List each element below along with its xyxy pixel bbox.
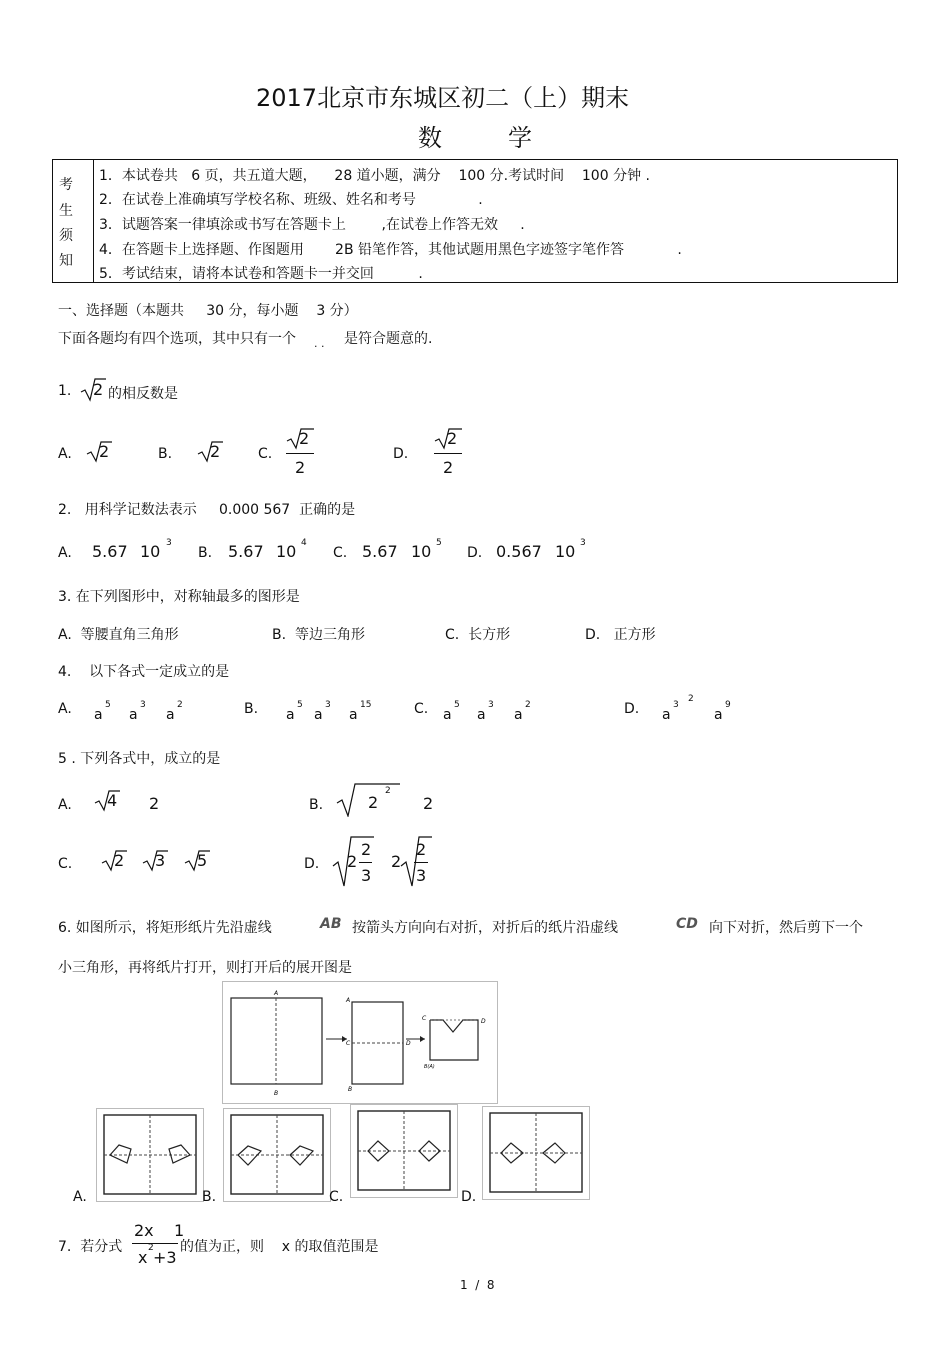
- q2-b-exp: 4: [301, 538, 307, 548]
- notice-item-1: 1．本试卷共 6 页，共五道大题， 28 道小题，满分 100 分.考试时间 100 分钟 .: [99, 168, 650, 184]
- q6-option-d-diagram: [483, 1107, 589, 1199]
- q2-option-b-label: B.: [198, 545, 213, 561]
- q4-a-term3: a: [166, 707, 175, 723]
- q2-option-d-label: D.: [467, 545, 483, 561]
- q4-c-exp3: 2: [525, 700, 531, 710]
- q4-option-d-label: D.: [624, 701, 640, 717]
- q5-d-num-1: 2: [361, 840, 372, 859]
- q2-c-base: 10: [411, 542, 432, 561]
- q6-folding-figure: [222, 981, 498, 1104]
- q4-c-term1: a: [443, 707, 452, 723]
- q1-text: 的相反数是: [108, 386, 178, 402]
- q6-option-c-figure: [350, 1104, 458, 1198]
- q5-c-radicand-1: 2: [114, 851, 125, 870]
- q4-b-term2: a: [314, 707, 323, 723]
- q7-den-exp: 2: [148, 1243, 154, 1253]
- q4-a-exp2: 3: [140, 700, 146, 710]
- fig-label-b2: B: [348, 1086, 353, 1093]
- subject-char-1: 数: [418, 124, 442, 152]
- section-heading: 一、选择题（本题共 30 分，每小题 3 分）: [58, 303, 358, 319]
- q6-option-d-label: D.: [461, 1189, 477, 1205]
- q5-a-radicand: 4: [107, 791, 118, 810]
- fig-label-d3: D: [481, 1018, 486, 1025]
- q2-b-coef: 5.67: [228, 542, 264, 561]
- notice-item-2: 2．在试卷上准确填写学校名称、班级、姓名和考号 .: [99, 192, 483, 208]
- q2-option-a-label: A.: [58, 545, 72, 561]
- q1-d-numerator: 2: [447, 429, 458, 448]
- fig-label-d2: D: [406, 1040, 411, 1047]
- q4-text: 4. 以下各式一定成立的是: [58, 664, 230, 680]
- q1-b-value: 2: [210, 442, 221, 461]
- q5-b-exp: 2: [385, 786, 391, 796]
- q5-d-coef-2: 2: [391, 852, 402, 871]
- q3-option-c: C. 长方形: [445, 627, 511, 643]
- q4-d-exp2: 9: [725, 700, 731, 710]
- fig-label-a2: A: [346, 997, 351, 1004]
- q1-d-denominator: 2: [443, 458, 454, 477]
- q4-c-term3: a: [514, 707, 523, 723]
- q1-option-d-label: D.: [393, 446, 409, 462]
- q5-b-radicand: 2: [368, 793, 379, 812]
- q4-b-term3: a: [349, 707, 358, 723]
- q4-d-exp1: 3: [673, 700, 679, 710]
- q6-text-c: 向下对折，然后剪下一个: [709, 920, 863, 936]
- notice-label-4: 知: [59, 253, 73, 269]
- q4-a-exp1: 5: [105, 700, 111, 710]
- q5-text: 5 . 下列各式中，成立的是: [58, 751, 221, 767]
- q6-option-d-figure: [482, 1106, 590, 1200]
- q1-d-fraction-bar: [434, 453, 462, 454]
- q4-d-exp-outer: 2: [688, 694, 694, 704]
- q1-radicand: 2: [93, 380, 104, 399]
- q4-option-a-label: A.: [58, 701, 72, 717]
- q3-option-b: B. 等边三角形: [272, 627, 365, 643]
- notice-item-5: 5．考试结束，请将本试卷和答题卡一并交回 .: [99, 266, 423, 282]
- q7-text: 的值为正，则 x 的取值范围是: [180, 1239, 379, 1255]
- section-instruction-a: 下面各题均有四个选项，其中只有一个: [58, 331, 296, 347]
- q2-a-coef: 5.67: [92, 542, 128, 561]
- q2-c-exp: 5: [436, 538, 442, 548]
- q4-option-c-label: C.: [414, 701, 429, 717]
- fig-label-c3: C: [422, 1015, 427, 1022]
- q7-number: 7. 若分式: [58, 1239, 123, 1255]
- q3-text: 3. 在下列图形中，对称轴最多的图形是: [58, 589, 300, 605]
- q2-c-coef: 5.67: [362, 542, 398, 561]
- q6-option-a-diagram: [97, 1109, 203, 1201]
- q6-folding-diagram: [223, 982, 497, 1103]
- q3-option-a: A. 等腰直角三角形: [58, 627, 179, 643]
- q2-a-exp: 3: [166, 538, 172, 548]
- q4-b-exp1: 5: [297, 700, 303, 710]
- q1-a-value: 2: [99, 442, 110, 461]
- notice-label-2: 生: [59, 203, 73, 219]
- q3-option-d: D. 正方形: [585, 627, 656, 643]
- q5-b-rhs: 2: [423, 794, 434, 813]
- exam-title: 2017北京市东城区初二（上）期末: [256, 84, 630, 112]
- q5-option-a-label: A.: [58, 797, 72, 813]
- notice-divider: [93, 160, 94, 282]
- q2-d-coef: 0.567: [496, 542, 542, 561]
- q7-den-rest: +3: [153, 1248, 177, 1267]
- q6-text-a: 6. 如图所示，将矩形纸片先沿虚线: [58, 920, 272, 936]
- notice-item-3: 3．试题答案一律填涂或书写在答题卡上 ,在试卷上作答无效 .: [99, 217, 525, 233]
- q4-d-term1: a: [662, 707, 671, 723]
- q2-option-c-label: C.: [333, 545, 348, 561]
- q5-d-bar-2: [414, 862, 428, 863]
- fig-label-ba: B(A): [424, 1064, 435, 1070]
- q5-a-rhs: 2: [149, 794, 160, 813]
- fig-label-c2: C: [346, 1040, 351, 1047]
- q6-option-a-figure: [96, 1108, 204, 1202]
- q1-c-denominator: 2: [295, 458, 306, 477]
- notice-label-3: 须: [59, 228, 73, 244]
- q4-b-exp2: 3: [325, 700, 331, 710]
- page-number: 1 / 8: [460, 1278, 495, 1292]
- q2-d-base: 10: [555, 542, 576, 561]
- q5-d-den-2: 3: [416, 866, 427, 885]
- fig-label-a1: A: [274, 990, 279, 997]
- q2-a-base: 10: [140, 542, 161, 561]
- q1-c-numerator: 2: [299, 429, 310, 448]
- q1-option-b-label: B.: [158, 446, 173, 462]
- q6-option-b-figure: [223, 1108, 331, 1202]
- fig-label-b1: B: [274, 1090, 279, 1097]
- q6-option-b-diagram: [224, 1109, 330, 1201]
- q4-b-term1: a: [286, 707, 295, 723]
- q4-b-exp3: 15: [360, 700, 372, 710]
- q6-cd-label: CD: [676, 916, 698, 932]
- q6-option-a-label: A.: [73, 1189, 87, 1205]
- q1-number: 1.: [58, 383, 72, 399]
- q5-d-whole-1: 2: [347, 852, 358, 871]
- q5-d-num-2: 2: [416, 840, 427, 859]
- q2-b-base: 10: [276, 542, 297, 561]
- q2-d-exp: 3: [580, 538, 586, 548]
- q5-c-radicand-2: 3: [155, 851, 166, 870]
- q5-option-c-label: C.: [58, 856, 73, 872]
- q4-c-term2: a: [477, 707, 486, 723]
- q5-option-d-label: D.: [304, 856, 320, 872]
- q5-c-radicand-3: 5: [197, 851, 208, 870]
- q2-text: 2. 用科学记数法表示 0.000 567 正确的是: [58, 502, 356, 518]
- q6-text-d: 小三角形，再将纸片打开，则打开后的展开图是: [58, 960, 352, 976]
- q4-c-exp1: 5: [454, 700, 460, 710]
- notice-label-1: 考: [59, 177, 73, 193]
- q4-c-exp2: 3: [488, 700, 494, 710]
- q5-d-bar-1: [359, 862, 372, 863]
- q7-numerator: 2x 1: [134, 1221, 185, 1240]
- q4-a-term2: a: [129, 707, 138, 723]
- q4-d-term2: a: [714, 707, 723, 723]
- q4-a-exp3: 2: [177, 700, 183, 710]
- subject-char-2: 学: [508, 124, 532, 152]
- q1-c-fraction-bar: [286, 453, 314, 454]
- q7-fraction-bar: [132, 1243, 178, 1244]
- q7-den-x: x: [138, 1248, 148, 1267]
- q5-option-b-label: B.: [309, 797, 324, 813]
- q6-option-c-diagram: [351, 1105, 457, 1197]
- q6-text-b: 按箭头方向向右对折，对折后的纸片沿虚线: [352, 920, 618, 936]
- q6-option-c-label: C.: [329, 1189, 344, 1205]
- emphasis-dots: . .: [314, 337, 325, 350]
- q4-option-b-label: B.: [244, 701, 259, 717]
- q1-option-c-label: C.: [258, 446, 273, 462]
- q4-a-term1: a: [94, 707, 103, 723]
- section-instruction-b: 是符合题意的.: [344, 331, 433, 347]
- q1-option-a-label: A.: [58, 446, 72, 462]
- exam-notice-box: [52, 159, 898, 283]
- q6-ab-label: AB: [320, 916, 342, 932]
- q6-option-b-label: B.: [202, 1189, 217, 1205]
- notice-item-4: 4．在答题卡上选择题、作图题用 2B 铅笔作答，其他试题用黑色字迹签字笔作答 .: [99, 242, 682, 258]
- q5-d-den-1: 3: [361, 866, 372, 885]
